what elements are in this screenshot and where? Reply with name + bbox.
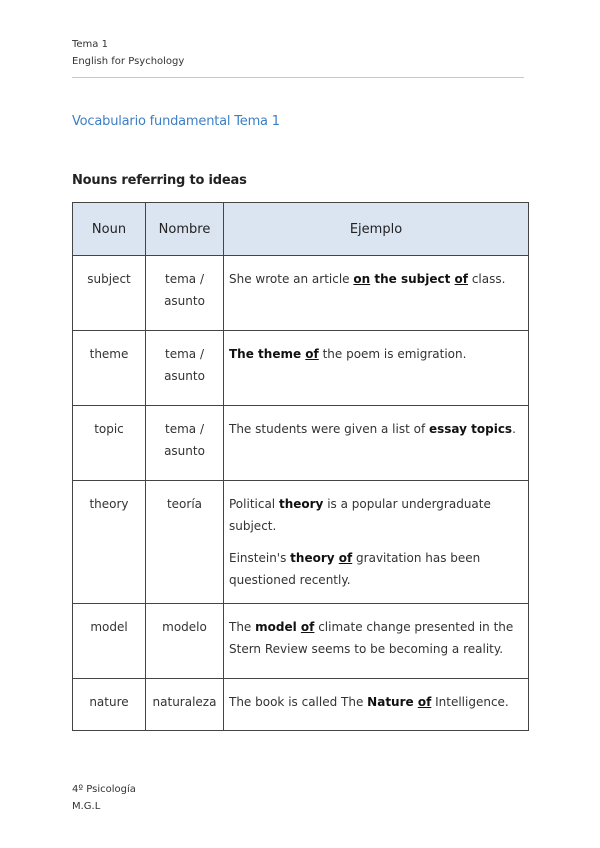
example-text: the poem is emigration. xyxy=(318,347,467,361)
header-topic: Tema 1 xyxy=(72,39,108,50)
example-highlight: of xyxy=(300,620,315,634)
cell-nombre: tema / asunto xyxy=(146,331,224,406)
cell-noun: topic xyxy=(73,406,146,481)
example-text: The book is called The xyxy=(229,695,368,709)
cell-ejemplo xyxy=(224,679,529,731)
example-highlight: essay topics xyxy=(428,422,513,436)
footer-author: M.G.L xyxy=(72,801,101,812)
example-highlight: of xyxy=(417,695,432,709)
example-highlight: The theme xyxy=(229,347,306,361)
example-text: She wrote an article xyxy=(229,272,354,286)
section-title: Nouns referring to ideas xyxy=(72,173,247,188)
example-sentence xyxy=(229,418,523,440)
column-header-nombre: Nombre xyxy=(146,203,224,256)
example-highlight: of xyxy=(454,272,469,286)
vocabulary-table xyxy=(72,202,529,731)
cell-ejemplo xyxy=(224,604,529,679)
table-row xyxy=(73,256,529,331)
cell-nombre: tema / asunto xyxy=(146,406,224,481)
example-highlight: the subject xyxy=(374,272,451,286)
table-row xyxy=(73,481,529,604)
footer-course: 4º Psicología xyxy=(72,784,136,795)
example-text: Einstein's xyxy=(229,551,291,565)
table-body xyxy=(73,256,529,731)
example-text: gravitation has been questioned recently. xyxy=(229,551,481,587)
example-sentence xyxy=(229,691,523,713)
example-sentence xyxy=(229,268,523,290)
cell-nombre: teoría xyxy=(146,481,224,604)
cell-noun: model xyxy=(73,604,146,679)
table-row xyxy=(73,604,529,679)
example-highlight: Nature xyxy=(367,695,418,709)
example-sentence xyxy=(229,547,523,591)
cell-noun: subject xyxy=(73,256,146,331)
example-text: class. xyxy=(468,272,506,286)
example-highlight: theory xyxy=(290,551,339,565)
example-sentence xyxy=(229,343,523,365)
cell-ejemplo xyxy=(224,256,529,331)
example-highlight: of xyxy=(305,347,319,361)
example-highlight: of xyxy=(338,551,353,565)
document-title: Vocabulario fundamental Tema 1 xyxy=(72,114,280,129)
example-highlight: on xyxy=(353,272,371,286)
column-header-ejemplo: Ejemplo xyxy=(224,203,529,256)
example-sentence xyxy=(229,493,523,537)
example-text: Intelligence. xyxy=(431,695,509,709)
cell-nombre: tema / asunto xyxy=(146,256,224,331)
example-highlight: model xyxy=(255,620,301,634)
table-row xyxy=(73,679,529,731)
example-text: The xyxy=(229,620,256,634)
cell-noun: nature xyxy=(73,679,146,731)
cell-nombre: modelo xyxy=(146,604,224,679)
example-text: . xyxy=(512,422,516,436)
cell-noun: theory xyxy=(73,481,146,604)
page-footer xyxy=(72,781,136,815)
table-row xyxy=(73,406,529,481)
example-text: climate change presented in the Stern Review seems to be becoming a reality. xyxy=(229,620,514,656)
example-text: Political xyxy=(229,497,279,511)
header-divider xyxy=(72,77,524,78)
example-text: The students were given a list of xyxy=(229,422,429,436)
header-course: English for Psychology xyxy=(72,56,185,67)
cell-noun: theme xyxy=(73,331,146,406)
example-highlight: theory xyxy=(278,497,324,511)
cell-nombre: naturaleza xyxy=(146,679,224,731)
table-header-row xyxy=(73,203,529,256)
cell-ejemplo xyxy=(224,331,529,406)
page-header xyxy=(72,36,184,70)
cell-ejemplo xyxy=(224,406,529,481)
example-text: is a popular undergraduate subject. xyxy=(229,497,491,533)
cell-ejemplo xyxy=(224,481,529,604)
example-sentence xyxy=(229,616,523,660)
column-header-noun: Noun xyxy=(73,203,146,256)
table-row xyxy=(73,331,529,406)
